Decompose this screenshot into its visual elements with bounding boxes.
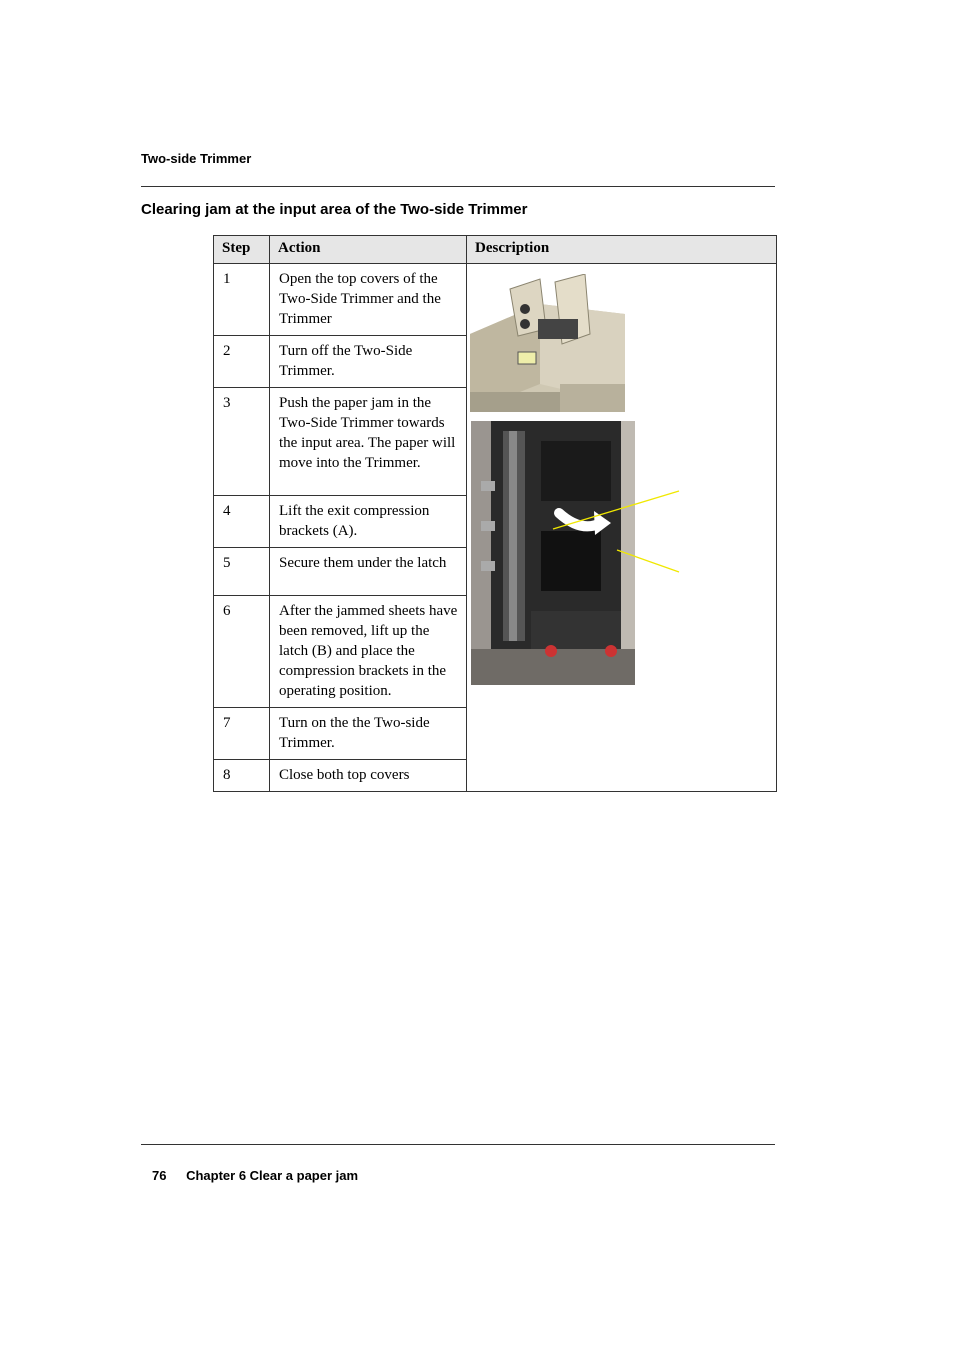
table-header-row: [214, 236, 777, 264]
step-action: After the jammed sheets have been removed, lift up the latch (B) and place the compression brackets in the operating position.: [270, 596, 467, 708]
column-header-action: Action: [270, 236, 467, 264]
step-action: Lift the exit compression brackets (A).: [270, 496, 467, 548]
page-footer: [152, 1168, 358, 1183]
section-title: Clearing jam at the input area of the Two-side Trimmer: [141, 201, 528, 218]
column-header-description: Description: [467, 236, 777, 264]
step-number: 8: [214, 760, 270, 792]
step-number: 6: [214, 596, 270, 708]
steps-table: [213, 235, 777, 792]
trimmer-interior-photo: [471, 421, 635, 685]
step-number: 5: [214, 548, 270, 596]
column-header-step: Step: [214, 236, 270, 264]
step-number: 3: [214, 388, 270, 496]
step-number: 1: [214, 264, 270, 336]
running-head: Two-side Trimmer: [141, 151, 252, 166]
trimmer-open-covers-photo: [470, 274, 625, 412]
footer-rule: [141, 1144, 775, 1145]
step-action: Turn on the the Two-side Trimmer.: [270, 708, 467, 760]
step-number: 4: [214, 496, 270, 548]
page-number: 76: [152, 1168, 167, 1183]
step-action: Close both top covers: [270, 760, 467, 792]
step-action: Push the paper jam in the Two-Side Trimmer towards the input area. The paper will move into the Trimmer.: [270, 388, 467, 496]
table-row: [214, 264, 777, 336]
header-rule: [141, 186, 775, 187]
step-action: Open the top covers of the Two-Side Trimmer and the Trimmer: [270, 264, 467, 336]
step-number: 2: [214, 336, 270, 388]
chapter-title: Chapter 6 Clear a paper jam: [186, 1168, 359, 1183]
step-number: 7: [214, 708, 270, 760]
step-action: Turn off the Two-Side Trimmer.: [270, 336, 467, 388]
step-action: Secure them under the latch: [270, 548, 467, 596]
description-cell: [467, 264, 777, 792]
